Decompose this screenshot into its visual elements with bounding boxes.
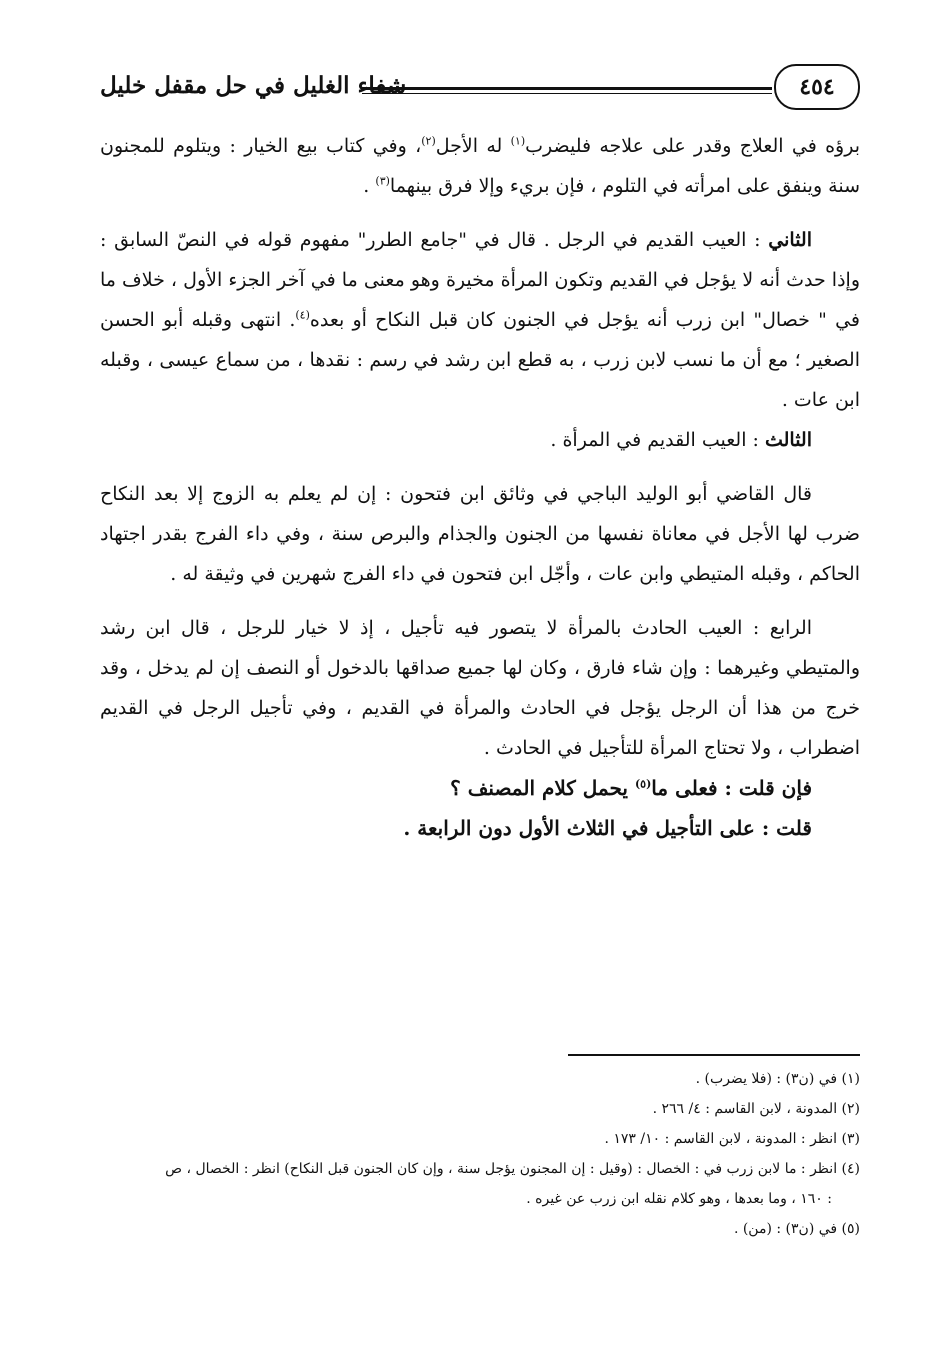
footnote-ref-1: (١): [510, 134, 526, 148]
footnote-4: (٤) انظر : ما لابن زرب في : الخصال : (وقيل : إن المجنون يؤجل سنة ، وإن كان الجنون قبل النكاح) انظر : الخصال ، ص: [165, 1161, 860, 1177]
question-line: [100, 768, 860, 808]
paragraph-text: . انتهى وقبله أبو الحسن الصغير ؛ مع أن ما نسب لابن زرب ، به قطع ابن رشد في رسم : نقدها ، من سماع عيسى ، وقبله ابن عات .: [100, 309, 860, 411]
paragraph-1: [100, 126, 860, 206]
answer-text: قلت : على التأجيل في الثلاث الأول دون الرابعة .: [403, 816, 812, 840]
footnote-2: (٢) المدونة ، لابن القاسم : ٤/ ٢٦٦ .: [652, 1101, 860, 1117]
paragraph-text: : العيب القديم في المرأة .: [550, 429, 765, 451]
header-rule: [362, 87, 772, 94]
paragraph-2: [100, 220, 860, 420]
footnote-ref-5: (٥): [634, 777, 652, 791]
footnote-1: (١) في (ن٣) : (فلا يضرب) .: [695, 1071, 860, 1087]
running-header: [100, 58, 860, 114]
paragraph-3: [100, 420, 860, 460]
paragraph-text: ، وفي كتاب بيع الخيار : ويتلوم للمجنون سنة وينفق على امرأته في التلوم ، فإن بريء وإلا فرق بينهما: [100, 135, 860, 197]
footnote-ref-4: (٤): [295, 308, 310, 322]
paragraph-text: .: [363, 175, 376, 197]
footnote-3: (٣) انظر : المدونة ، لابن القاسم : ١٠/ ١٧٣ .: [604, 1131, 860, 1147]
paragraph-text: له الأجل: [435, 135, 511, 157]
footnotes: [100, 1064, 860, 1244]
paragraph-4: [100, 474, 860, 594]
footnote-ref-2: (٢): [421, 134, 436, 148]
page-number: ٤٥٤: [774, 64, 860, 110]
book-title: شفاء الغليل في حل مقفل خليل: [100, 72, 407, 99]
footnote-4-continued: : ١٦٠ ، وما بعدها ، وهو كلام نقله ابن زرب عن غيره .: [526, 1191, 832, 1207]
paragraph-text: : العيب القديم في الرجل . قال في "جامع الطرر" مفهوم قوله في النصّ السابق : وإذا حدث أنه لا يؤجل في القديم وتكون المرأة مخيرة وهو معنى ما في آخر الجزء الأول ، خلاف ما في " خصال" ابن زرب أنه يؤجل في الجنون كان قبل النكاح أو بعده: [100, 229, 860, 331]
question-text: يحمل كلام المصنف ؟: [450, 776, 635, 800]
answer-line: [100, 808, 860, 848]
paragraph-lead: الثالث: [764, 429, 812, 451]
footnote-ref-3: (٣): [375, 174, 390, 188]
paragraph-text: برؤه في العلاج وقدر على علاجه فليضرب: [525, 135, 860, 157]
footnote-5: (٥) في (ن٣) : (من) .: [733, 1221, 860, 1237]
paragraph-text: قال القاضي أبو الوليد الباجي في وثائق ابن فتحون : إن لم يعلم به الزوج إلا بعد النكاح ضرب لها الأجل في معاناة نفسها من الجنون والجذام والبرص سنة ، وفي داء الفرج بقدر اجتهاد الحاكم ، وقبله المتيطي وابن عات ، وأجّل ابن فتحون في داء الفرج شهرين في وثيقة له .: [100, 483, 860, 585]
main-text: [100, 126, 860, 848]
question-text: فإن قلت : فعلى ما: [651, 776, 812, 800]
paragraph-5: [100, 608, 860, 768]
paragraph-lead: الثاني: [768, 229, 812, 251]
paragraph-text: الرابع : العيب الحادث بالمرأة لا يتصور فيه تأجيل ، إذ لا خيار للرجل ، قال ابن رشد والمتيطي وغيرهما : وإن شاء فارق ، وكان لها جميع صداقها بالدخول أو النصف إن لم يدخل ، وقد خرج من هذا أن الرجل يؤجل في الحادث والمرأة في القديم ، وفي تأجيل الرجل في القديم اضطراب ، ولا تحتاج المرأة للتأجيل في الحادث .: [100, 617, 860, 759]
footnote-divider: [568, 1054, 860, 1056]
